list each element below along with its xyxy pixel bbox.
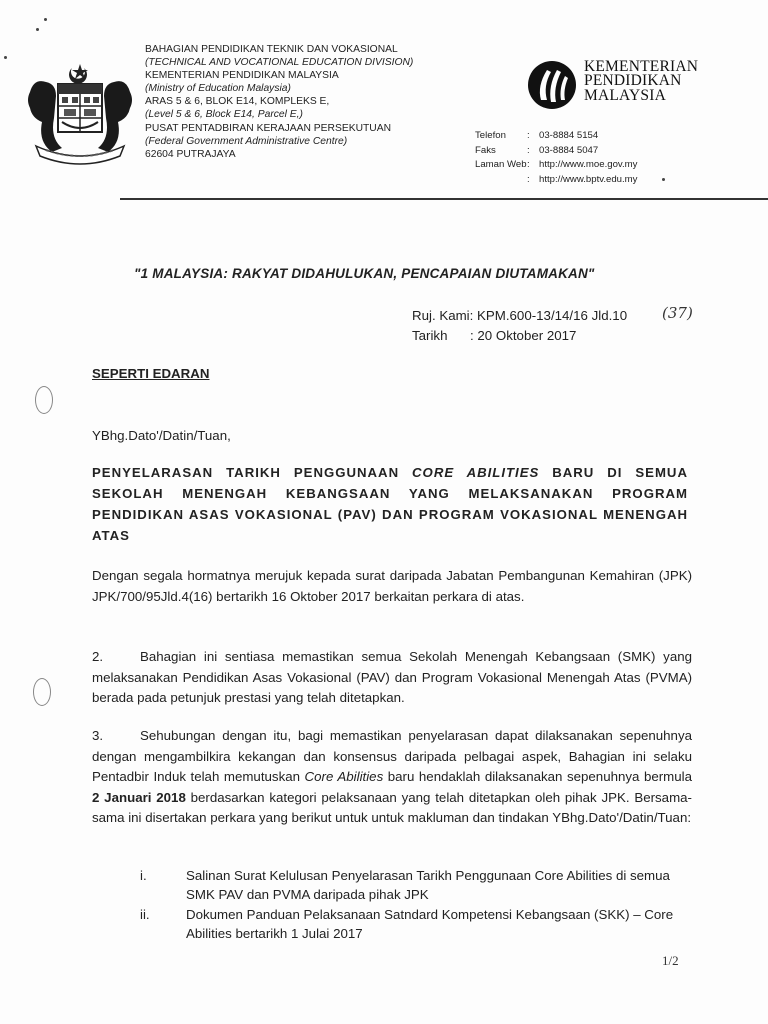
contact-website-2 bbox=[475, 173, 637, 188]
ruj-label: Ruj. Kami bbox=[412, 308, 470, 323]
contact-link[interactable]: http://www.bptv.edu.my bbox=[539, 173, 638, 185]
address-line: BAHAGIAN PENDIDIKAN TEKNIK DAN VOKASIONAL bbox=[145, 44, 398, 55]
date-row bbox=[412, 326, 627, 346]
date-value: : 20 Oktober 2017 bbox=[470, 328, 577, 343]
contact-value: 03-8884 5047 bbox=[539, 144, 599, 156]
contact-telefon bbox=[475, 129, 637, 144]
paragraph-text: baru hendaklah dilaksanakan sepenuhnya bermula bbox=[383, 769, 692, 784]
paragraph-bold-date: 2 Januari 2018 bbox=[92, 789, 186, 805]
enclosure-list bbox=[140, 866, 700, 944]
letterhead-divider bbox=[120, 198, 768, 200]
contact-colon: : bbox=[527, 159, 530, 170]
ministry-name-logotype bbox=[584, 60, 698, 103]
paragraph-1: Dengan segala hormatnya merujuk kepada surat daripada Jabatan Pembangunan Kemahiran (JPK) JPK/700/95Jld.4(16) bertarikh 16 Oktober 2017 berkaitan perkara di atas. bbox=[92, 568, 692, 604]
reference-number-row bbox=[412, 306, 627, 326]
page-number: 1/2 bbox=[662, 953, 679, 968]
contact-website bbox=[475, 158, 637, 173]
salutation: YBhg.Dato'/Datin/Tuan, bbox=[92, 428, 231, 443]
scan-speck bbox=[662, 178, 665, 181]
contact-colon: : bbox=[527, 144, 530, 156]
list-item bbox=[140, 905, 700, 943]
subject-text: BARU DI SEMUA SEKOLAH MENENGAH KEBANGSAAN YANG MELAKSANAKAN PROGRAM PENDIDIKAN ASAS VOKASIONAL (PAV) DAN PROGRAM VOKASIONAL MENENGAH ATAS bbox=[92, 465, 688, 543]
address-line: 62604 PUTRAJAYA bbox=[145, 148, 236, 160]
circular-heading: SEPERTI EDARAN bbox=[92, 366, 210, 381]
contact-faks bbox=[475, 144, 637, 159]
subject-text: PENYELARASAN TARIKH PENGGUNAAN bbox=[92, 465, 413, 480]
paragraph-italic-text: Core Abilities bbox=[304, 769, 384, 784]
reference-block bbox=[412, 306, 627, 346]
paragraph-text: berdasarkan kategori pelaksanaan yang telah ditetapkan oleh pihak JPK. Bersama-sama ini disertakan perkara yang berikut untuk untuk makluman dan tindakan YBhg.Dato'/Datin/Tuan: bbox=[92, 789, 692, 825]
address-line: (Ministry of Education Malaysia) bbox=[145, 83, 291, 95]
paragraph-3 bbox=[92, 726, 692, 829]
ministry-address-block bbox=[145, 43, 413, 161]
paragraph-text: Bahagian ini sentiasa memastikan semua Sekolah Menengah Kebangsaan (SMK) yang melaksanakan Pendidikan Asas Vokasional (PAV) dan Program Vokasional Menengah Atas (PVMA) berada pada petunjuk prestasi yang telah ditetapkan. bbox=[92, 649, 692, 705]
list-item-number: i. bbox=[140, 868, 147, 883]
ministry-name-line: KEMENTERIAN bbox=[584, 58, 699, 75]
malaysia-coat-of-arms-logo bbox=[22, 62, 138, 166]
scan-speck bbox=[4, 56, 7, 59]
contact-info bbox=[475, 129, 637, 187]
handwritten-reference-mark: (37) bbox=[662, 304, 693, 322]
contact-label: Telefon bbox=[475, 130, 506, 141]
address-line: ARAS 5 & 6, BLOK E14, KOMPLEKS E, bbox=[145, 96, 330, 108]
paragraph-number: 2. bbox=[92, 649, 104, 664]
contact-value: 03-8884 5154 bbox=[539, 130, 599, 141]
ministry-name-line: PENDIDIKAN bbox=[584, 72, 682, 90]
paragraph-number: 3. bbox=[92, 728, 104, 743]
punch-hole bbox=[33, 678, 51, 706]
contact-colon: : bbox=[527, 130, 530, 141]
subject-italic-text: CORE ABILITIES bbox=[412, 465, 540, 480]
subject-title bbox=[92, 462, 688, 546]
address-line: (Federal Government Administrative Centre) bbox=[145, 135, 348, 147]
contact-link[interactable]: http://www.moe.gov.my bbox=[539, 159, 638, 170]
date-label: Tarikh bbox=[412, 328, 448, 343]
contact-colon: : bbox=[527, 173, 530, 185]
scan-speck bbox=[36, 28, 39, 31]
paragraph-text: Sehubungan dengan itu, bagi memastikan penyelarasan dapat dilaksanakan sepenuhnya dengan mengambilkira kekangan dan konsensus daripada pelbagai aspek, Bahagian ini selaku Pentadbir Induk telah memutuskan bbox=[92, 728, 692, 784]
punch-hole bbox=[35, 386, 53, 414]
ruj-value: : KPM.600-13/14/16 Jld.10 bbox=[469, 308, 628, 323]
address-line: (TECHNICAL AND VOCATIONAL EDUCATION DIVISION) bbox=[145, 57, 414, 69]
scan-speck bbox=[44, 18, 47, 21]
list-item-number: ii. bbox=[140, 907, 150, 922]
address-line: KEMENTERIAN PENDIDIKAN MALAYSIA bbox=[145, 70, 339, 82]
address-line: PUSAT PENTADBIRAN KERAJAAN PERSEKUTUAN bbox=[145, 122, 392, 134]
list-item-text: Dokumen Panduan Pelaksanaan Satndard Kompetensi Kebangsaan (SKK) – Core Abilities bertarikh 1 Julai 2017 bbox=[186, 907, 674, 941]
motto: "1 MALAYSIA: RAKYAT DIDAHULUKAN, PENCAPAIAN DIUTAMAKAN" bbox=[134, 266, 595, 281]
list-item-text: Salinan Surat Kelulusan Penyelarasan Tarikh Penggunaan Core Abilities di semua SMK PAV dan PVMA daripada pihak JPK bbox=[186, 868, 670, 902]
ministry-name-line: MALAYSIA bbox=[584, 86, 666, 104]
list-item bbox=[140, 866, 700, 904]
address-line: (Level 5 & 6, Block E14, Parcel E,) bbox=[145, 109, 303, 121]
contact-label bbox=[475, 173, 527, 188]
moe-logo bbox=[527, 60, 577, 110]
contact-label: Faks bbox=[475, 144, 496, 156]
contact-label: Laman Web bbox=[475, 159, 527, 170]
paragraph-2 bbox=[92, 647, 692, 709]
